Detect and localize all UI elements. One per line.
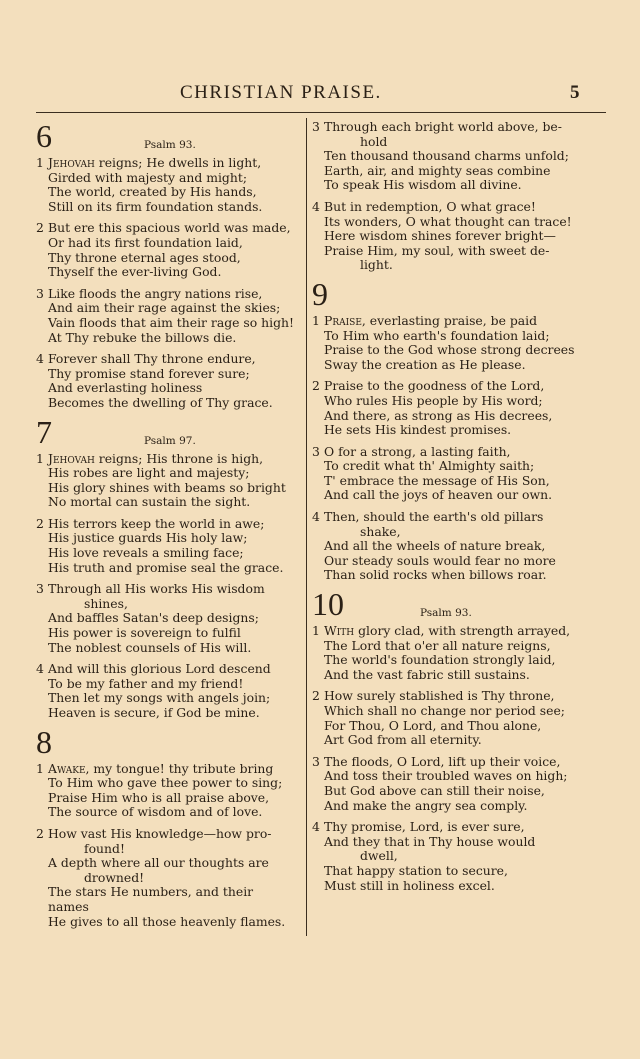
verse-line: dwell, <box>360 848 398 864</box>
stanza <box>36 156 304 214</box>
hymn <box>36 413 304 721</box>
verse-line: Which shall no change nor period see; <box>324 703 565 718</box>
verse-line: His power is sovereign to fulfil <box>48 625 241 641</box>
stanza-number: 1 <box>36 155 44 170</box>
first-word: Jehovah <box>48 450 95 466</box>
verse-line: And all the wheels of nature break, <box>324 538 546 554</box>
stanza <box>312 379 580 437</box>
stanza <box>312 510 580 583</box>
verse-line: 3 The floods, O Lord, lift up their voice, <box>312 753 561 769</box>
verse-line: T' embrace the message of His Son, <box>324 472 550 488</box>
verse-line: 3 O for a strong, a lasting faith, <box>312 443 511 459</box>
verse-line: The Lord that o'er all nature reigns, <box>324 637 551 653</box>
stanza-number: 4 <box>312 819 320 835</box>
running-title: CHRISTIAN PRAISE. <box>180 82 382 103</box>
stanza-number: 4 <box>312 198 320 214</box>
verse-line: Then let my songs with angels join; <box>48 690 271 706</box>
verse-line: 1 Jehovah reigns; He dwells in light, <box>36 155 262 170</box>
verse-line: The world, created by His hands, <box>48 184 257 200</box>
psalm-reference: Psalm 97. <box>144 434 196 447</box>
verse-line: And make the angry sea comply. <box>324 797 528 813</box>
verse-line: Or had its first foundation laid, <box>48 234 243 250</box>
verse-line: The noblest counsels of His will. <box>48 639 252 655</box>
stanza <box>312 820 580 893</box>
verse-line: names <box>48 898 89 914</box>
verse-line: light. <box>360 257 393 273</box>
stanza <box>36 221 304 279</box>
verse-line: And everlasting holiness <box>48 380 203 396</box>
verse-line: Still on its firm foundation stands. <box>48 198 263 214</box>
stanza-number: 2 <box>36 825 44 841</box>
hymn <box>312 275 580 583</box>
verse-line: The stars He numbers, and their <box>48 884 254 900</box>
page-number: 5 <box>570 82 580 103</box>
verse-line: He sets His kindest promises. <box>324 422 512 438</box>
stanza-number: 3 <box>36 581 44 597</box>
stanza-number: 3 <box>312 443 320 459</box>
verse-line: Must still in holiness excel. <box>324 877 495 893</box>
first-word: Jehovah <box>48 155 95 170</box>
verse-line: 3 Like floods the angry nations rise, <box>36 285 263 301</box>
verse-line: 4 Thy promise, Lord, is ever sure, <box>312 819 525 835</box>
verse-line: 4 Then, should the earth's old pillars <box>312 509 544 525</box>
verse-line: The source of wisdom and of love. <box>48 804 263 820</box>
verse-line: Praise to the God whose strong decrees <box>324 342 575 358</box>
verse-line: His truth and promise seal the grace. <box>48 559 284 575</box>
verse-line: Girded with majesty and might; <box>48 169 247 185</box>
hymn-number: 9 <box>312 275 328 312</box>
stanza <box>36 662 304 720</box>
hymn-number: 6 <box>36 118 52 154</box>
verse-line: His robes are light and majesty; <box>48 465 250 481</box>
verse-line: Becomes the dwelling of Thy grace. <box>48 394 273 410</box>
verse-line: Heaven is secure, if God be mine. <box>48 705 260 720</box>
verse-line: To Him who gave thee power to sing; <box>48 775 283 791</box>
first-word: Awake <box>48 760 86 776</box>
stanza <box>312 445 580 503</box>
stanza <box>312 755 580 813</box>
stanza <box>36 827 304 929</box>
stanza <box>312 624 580 682</box>
verse-line: 3 Through each bright world above, be- <box>312 119 562 134</box>
hymn-number: 7 <box>36 413 52 450</box>
verse-line: But God above can still their noise, <box>324 782 545 798</box>
page-header <box>0 82 640 106</box>
stanza <box>312 120 580 193</box>
verse-line: found! <box>84 840 125 856</box>
verse-line: 1 With glory clad, with strength arrayed, <box>312 623 571 639</box>
verse-line: And they that in Thy house would <box>324 833 536 849</box>
verse-line: The world's foundation strongly laid, <box>324 652 556 668</box>
stanza-number: 1 <box>36 760 44 776</box>
verse-line: hold <box>360 133 388 149</box>
stanza-number: 4 <box>312 509 320 525</box>
stanza-number: 1 <box>312 312 320 328</box>
verse-line: Its wonders, O what thought can trace! <box>324 213 572 229</box>
verse-line: 2 Praise to the goodness of the Lord, <box>312 378 545 394</box>
hymn-header <box>36 723 304 762</box>
verse-line: Praise Him who is all praise above, <box>48 789 270 805</box>
verse-line: He gives to all those heavenly flames. <box>48 913 286 929</box>
stanza <box>312 200 580 273</box>
verse-line: Than solid rocks when billows roar. <box>324 567 547 583</box>
verse-line: 1 Awake, my tongue! thy tribute bring <box>36 760 274 776</box>
hymn <box>36 723 304 930</box>
verse-line: drowned! <box>84 869 145 885</box>
verse-line: A depth where all our thoughts are <box>48 855 269 871</box>
verse-line: His love reveals a smiling face; <box>48 545 244 561</box>
verse-line: At Thy rebuke the billows die. <box>48 329 237 345</box>
verse-line: And call the joys of heaven our own. <box>324 487 553 503</box>
stanza <box>36 352 304 410</box>
first-word: Praise <box>324 312 362 328</box>
verse-line: shake, <box>360 523 401 539</box>
stanza <box>36 452 304 510</box>
stanza-number: 2 <box>312 378 320 394</box>
hymn-number: 10 <box>312 586 344 623</box>
verse-line: His glory shines with beams so bright <box>48 479 286 495</box>
verse-line: 2 How surely stablished is Thy throne, <box>312 688 555 704</box>
verse-line: That happy station to secure, <box>324 862 508 878</box>
stanza <box>36 762 304 820</box>
verse-line: Our steady souls would fear no more <box>324 552 556 568</box>
verse-line: His justice guards His holy law; <box>48 530 248 546</box>
verse-line: 1 Praise, everlasting praise, be paid <box>312 312 538 328</box>
hymn-number: 8 <box>36 723 52 760</box>
hymn-header <box>312 275 580 314</box>
right-column <box>312 120 580 900</box>
stanza-number: 2 <box>36 515 44 531</box>
verse-line: Who rules His people by His word; <box>324 392 543 408</box>
column-divider <box>306 118 307 936</box>
verse-line: To be my father and my friend! <box>48 675 244 691</box>
verse-line: Ten thousand thousand charms unfold; <box>324 148 569 164</box>
verse-line: 1 Jehovah reigns; His throne is high, <box>36 450 264 466</box>
verse-line: Thy throne eternal ages stood, <box>48 249 241 265</box>
verse-line: Thyself the ever-living God. <box>48 264 222 280</box>
stanza-number: 1 <box>36 450 44 466</box>
header-rule <box>36 112 606 113</box>
verse-line: 4 Forever shall Thy throne endure, <box>36 351 256 367</box>
verse-line: shines, <box>84 595 128 611</box>
hymn-header <box>312 586 580 624</box>
stanza-number: 3 <box>312 119 320 134</box>
stanza-number: 3 <box>36 285 44 301</box>
stanza-number: 4 <box>36 661 44 677</box>
left-column <box>36 120 304 936</box>
first-word: With <box>324 623 355 639</box>
verse-line: To Him who earth's foundation laid; <box>324 327 550 343</box>
psalm-reference: Psalm 93. <box>144 139 196 151</box>
hymn <box>36 118 304 411</box>
hymn <box>312 586 580 893</box>
stanza-number: 1 <box>312 623 320 639</box>
hymn-header <box>36 413 304 452</box>
verse-line: 2 His terrors keep the world in awe; <box>36 515 265 531</box>
hymn-header <box>36 118 304 156</box>
stanza-number: 2 <box>36 220 44 236</box>
verse-line: 4 But in redemption, O what grace! <box>312 198 536 214</box>
stanza <box>36 582 304 655</box>
psalm-reference: Psalm 93. <box>420 607 472 620</box>
verse-line: Earth, air, and mighty seas combine <box>324 162 551 178</box>
verse-line: And toss their troubled waves on high; <box>324 768 568 784</box>
verse-line: 3 Through all His works His wisdom <box>36 581 265 597</box>
verse-line: Thy promise stand forever sure; <box>48 365 250 381</box>
verse-line: Praise Him, my soul, with sweet de- <box>324 242 550 258</box>
verse-line: And baffles Satan's deep designs; <box>48 610 259 626</box>
verse-line: To credit what th' Almighty saith; <box>324 458 535 474</box>
verse-line: Here wisdom shines forever bright— <box>324 228 556 244</box>
verse-line: To speak His wisdom all divine. <box>324 177 522 193</box>
verse-line: No mortal can sustain the sight. <box>48 494 251 510</box>
verse-line: For Thou, O Lord, and Thou alone, <box>324 717 542 733</box>
stanza-number: 4 <box>36 351 44 367</box>
stanza <box>312 314 580 372</box>
verse-line: 2 But ere this spacious world was made, <box>36 220 291 236</box>
stanza-number: 3 <box>312 753 320 769</box>
verse-line: Art God from all eternity. <box>324 732 482 748</box>
verse-line: 2 How vast His knowledge—how pro- <box>36 825 272 841</box>
verse-line: 4 And will this glorious Lord descend <box>36 661 271 677</box>
stanza <box>36 517 304 575</box>
verse-line: And there, as strong as His decrees, <box>324 407 553 423</box>
stanza-number: 2 <box>312 688 320 704</box>
verse-line: And the vast fabric still sustains. <box>324 666 530 682</box>
stanza <box>312 689 580 747</box>
verse-line: Vain floods that aim their rage so high! <box>48 314 295 330</box>
stanza <box>36 287 304 345</box>
hymn <box>312 120 580 273</box>
verse-line: And aim their rage against the skies; <box>48 300 281 316</box>
verse-line: Sway the creation as He please. <box>324 356 526 372</box>
